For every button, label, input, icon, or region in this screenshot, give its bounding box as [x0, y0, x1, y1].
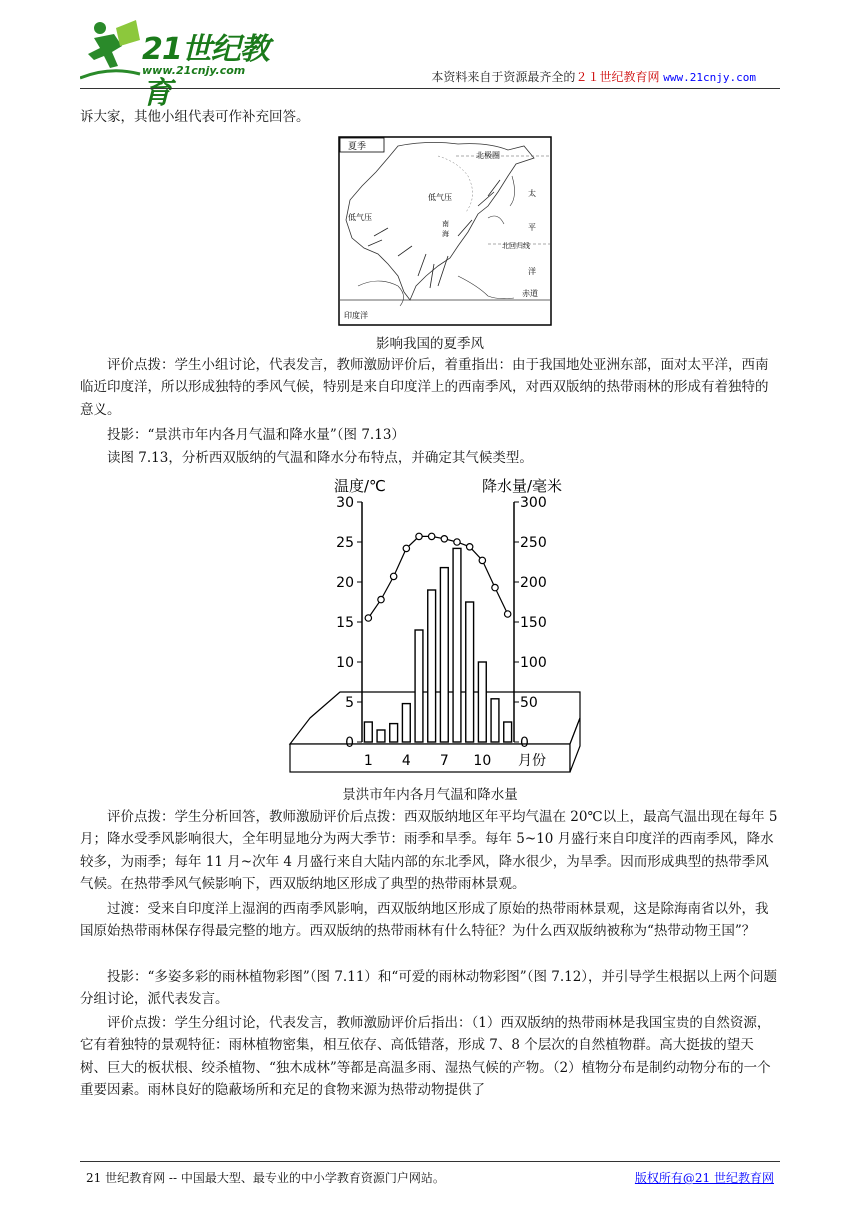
- x-axis-label: 月份: [518, 753, 546, 769]
- paragraph-5: 评价点拨：学生分析回答，教师激励评价后点拨：西双版纳地区年平均气温在 20℃以上，最高气温出现在每年 5 月；降水受季风影响很大，全年明显地分为两大季节：雨季和旱季。每年 5~10 月盛行来自印度洋的西南季风，降水较多，为雨季；每年 11 月~次年 4 月盛行来自大陆内部的东北季风，降水很少，为旱季。因而形成典型的热带季风气候。在热带季风气候影响下，西双版纳地区形成了典型的热带雨林景观。: [80, 809, 778, 893]
- precipitation-bar: [377, 730, 385, 742]
- logo-text: 21世纪教育: [142, 32, 269, 111]
- climate-chart: [280, 470, 590, 780]
- site-logo: [80, 18, 290, 111]
- map-season-label: 夏季: [348, 142, 367, 152]
- header-note: [431, 68, 756, 85]
- y-right-tick-label: 100: [520, 655, 547, 671]
- x-tick-label: 10: [473, 753, 492, 769]
- paragraph-6: 过渡：受来自印度洋上湿润的西南季风影响，西双版纳地区形成了原始的热带雨林景观，这是除海南省以外，我国原始热带雨林保存得最完整的地方。西双版纳的热带雨林有什么特征？为什么西双版纳被称为“热带动物王国”？: [80, 901, 769, 940]
- temperature-point: [416, 533, 422, 539]
- map-label-pacific-3: 洋: [528, 267, 536, 276]
- map-caption: 影响我国的夏季风: [376, 336, 484, 352]
- y-right-tick-label: 250: [520, 535, 547, 551]
- temperature-point: [504, 611, 510, 617]
- map-label-low-pressure-1: 低气压: [428, 193, 452, 202]
- temperature-point: [454, 539, 460, 545]
- map-label-low-pressure-2: 低气压: [348, 213, 372, 222]
- map-label-indian-ocean: 印度洋: [344, 311, 368, 320]
- y-right-tick-label: 150: [520, 615, 547, 631]
- y-left-tick-label: 10: [336, 655, 354, 671]
- footer-left-text: 21 世纪教育网 -- 中国最大型、最专业的中小学教育资源门户网站。: [86, 1171, 445, 1185]
- precipitation-bar: [428, 590, 436, 742]
- precipitation-bar: [402, 704, 410, 742]
- y-right-tick-label: 200: [520, 575, 547, 591]
- x-tick-label: 4: [401, 753, 411, 769]
- map-label-scs-2: 海: [442, 230, 449, 238]
- header-note-site: ２１世纪教育网: [575, 70, 660, 84]
- precipitation-bar: [453, 548, 461, 742]
- y-left-tick-label: 0: [345, 735, 354, 751]
- temperature-point: [492, 584, 498, 590]
- temperature-point: [390, 573, 396, 579]
- paragraph-1: 诉大家，其他小组代表可作补充回答。: [80, 109, 310, 125]
- temperature-point: [403, 545, 409, 551]
- y-axis-left-label: 温度/℃: [334, 477, 386, 495]
- runner-logo-icon: [80, 18, 142, 84]
- y-left-tick-label: 20: [336, 575, 354, 591]
- paragraph-7: 投影：“多姿多彩的雨林植物彩图”（图 7.11）和“可爱的雨林动物彩图”（图 7.12），并引导学生根据以上两个问题分组讨论，派代表发言。: [80, 969, 778, 1008]
- x-tick-label: 7: [439, 753, 449, 769]
- header-note-prefix: 本资料来自于资源最齐全的: [431, 70, 576, 84]
- precipitation-bar: [364, 722, 372, 742]
- temperature-point: [428, 533, 434, 539]
- precipitation-bar: [478, 662, 486, 742]
- temperature-point: [365, 615, 371, 621]
- map-label-pacific-2: 平: [528, 223, 536, 232]
- paragraph-3: 投影：“景洪市年内各月气温和降水量”（图 7.13）: [107, 427, 405, 443]
- y-left-tick-label: 30: [336, 495, 354, 511]
- y-right-tick-label: 300: [520, 495, 547, 511]
- chart-caption: 景洪市年内各月气温和降水量: [342, 787, 518, 803]
- y-left-tick-label: 15: [336, 615, 354, 631]
- paragraph-8: 评价点拨：学生分组讨论，代表发言，教师激励评价后指出：（1）西双版纳的热带雨林是我国宝贵的自然资源，它有着独特的景观特征：雨林植物密集，相互依存、高低错落，形成 7、8 个层次的自然植物群。高大挺拔的望天树、巨大的板状根、绞杀植物、“独木成林”等都是高温多雨、湿热气候的产物。（2）植物分布是制约动物分布的一个重要因素。雨林良好的隐蔽场所和充足的食物来源为热带动物提供了: [80, 1015, 771, 1099]
- temperature-point: [441, 536, 447, 542]
- map-label-equator: 赤道: [522, 289, 538, 298]
- temperature-point: [479, 557, 485, 563]
- footer-copyright-link[interactable]: 版权所有@21 世纪教育网: [634, 1171, 774, 1185]
- precipitation-bar: [415, 630, 423, 742]
- precipitation-bar: [390, 724, 398, 742]
- precipitation-bar: [440, 568, 448, 742]
- temperature-line: [368, 536, 507, 618]
- y-left-tick-label: 5: [345, 695, 354, 711]
- map-label-north-pole: 北极圈: [476, 151, 500, 160]
- precipitation-bar: [466, 602, 474, 742]
- y-axis-right-label: 降水量/毫米: [482, 477, 563, 495]
- x-tick-label: 1: [363, 753, 373, 769]
- paragraph-2: 评价点拨：学生小组讨论，代表发言，教师激励评价后，着重指出：由于我国地处亚洲东部，面对太平洋，西南临近印度洋，所以形成独特的季风气候，特别是来自印度洋上的西南季风，对西双版纳的热带雨林的形成有着独特的意义。: [80, 357, 769, 418]
- paragraph-4: 读图 7.13，分析西双版纳的气温和降水分布特点，并确定其气候类型。: [107, 450, 533, 466]
- map-label-tropic: 北回归线: [502, 242, 530, 250]
- logo-url: www.21cnjy.com: [142, 64, 246, 77]
- precipitation-bar: [491, 699, 499, 742]
- y-right-tick-label: 50: [520, 695, 538, 711]
- summer-monsoon-map: [338, 136, 552, 326]
- map-label-pacific-1: 太: [528, 189, 536, 198]
- y-right-tick-label: 0: [520, 735, 529, 751]
- header-rule: [80, 88, 780, 89]
- temperature-point: [378, 596, 384, 602]
- map-figure: [338, 136, 552, 326]
- climate-chart-svg: [280, 470, 590, 780]
- y-left-tick-label: 25: [336, 535, 354, 551]
- header-note-url[interactable]: www.21cnjy.com: [663, 71, 756, 84]
- map-label-scs-1: 南: [442, 220, 449, 228]
- footer-rule: [80, 1161, 780, 1162]
- temperature-point: [466, 544, 472, 550]
- precipitation-bar: [504, 722, 512, 742]
